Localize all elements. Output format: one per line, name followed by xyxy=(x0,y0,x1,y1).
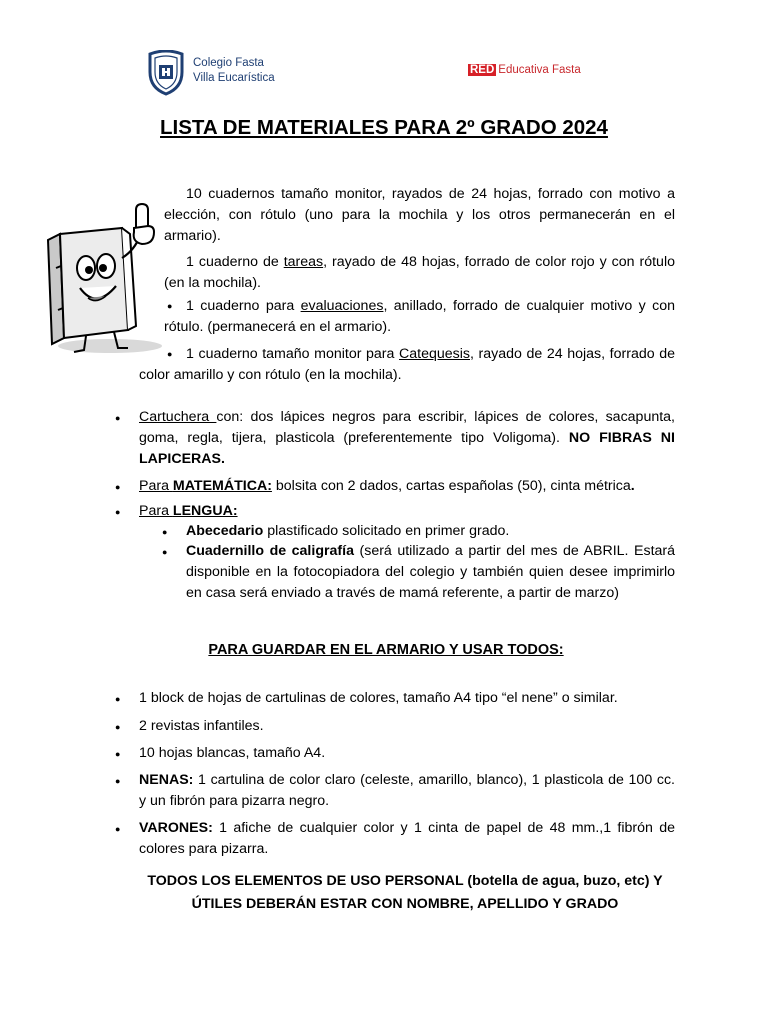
top-item-catequesis: 1 cuaderno tamaño monitor para Catequesis, rayado de 24 hojas, forrado de color amarillo y con rótulo (en la mochila). xyxy=(139,346,675,383)
item-caligrafia: Cuadernillo de caligrafía (será utilizado a partir del mes de ABRIL. Estará disponible en la fotocopiadora del colegio y también quien desee imprimirlo en casa será enviado a través de mamá referente, a partir de marzo) xyxy=(186,543,676,601)
shared-item-varones: VARONES: 1 afiche de cualquier color y 1 cinta de papel de 48 mm.,1 fibrón de colores para pizarra. xyxy=(139,820,675,857)
network-logo-red: RED xyxy=(470,64,495,76)
school-logo xyxy=(144,50,294,96)
network-logo-name: Educativa Fasta xyxy=(498,64,581,76)
item-lengua: Para LENGUA: xyxy=(139,503,238,519)
top-item-cuadernos: 10 cuadernos tamaño monitor, rayados de 24 hojas, forrado con motivo a elección, con rótulo (uno para la mochila y los otros permanecerán en el armario). xyxy=(164,186,675,244)
shared-item-nenas: NENAS: 1 cartulina de color claro (celeste, amarillo, blanco), 1 plasticola de 100 cc. y un fibrón para pizarra negro. xyxy=(139,772,675,809)
shared-item-cartulinas: 1 block de hojas de cartulinas de colores, tamaño A4 tipo “el nene” o similar. xyxy=(139,690,618,706)
shared-item-revistas: 2 revistas infantiles. xyxy=(139,718,264,734)
network-logo xyxy=(468,64,581,76)
bullet: ● xyxy=(115,722,121,732)
bullet: ● xyxy=(162,527,168,537)
bullet: ● xyxy=(115,749,121,759)
bullet: ● xyxy=(162,547,168,557)
item-cartuchera: Cartuchera con: dos lápices negros para escribir, lápices de colores, sacapunta, goma, regla, tijera, plasticola (preferentemente tipo Voligoma). NO FIBRAS NI LAPICERAS. xyxy=(139,409,676,467)
bullet: ● xyxy=(115,776,121,786)
item-matematica: Para MATEMÁTICA: bolsita con 2 dados, cartas españolas (50), cinta métrica. xyxy=(139,478,635,494)
bullet: ● xyxy=(115,413,121,423)
footer-note: TODOS LOS ELEMENTOS DE USO PERSONAL (botella de agua, buzo, etc) Y ÚTILES DEBERÁN ESTAR CON NOMBRE, APELLIDO Y GRADO xyxy=(147,873,663,912)
top-item-evaluaciones: 1 cuaderno para evaluaciones, anillado, forrado de cualquier motivo y con rótulo. (permanecerá en el armario). xyxy=(164,298,675,335)
school-location: Villa Eucarística xyxy=(193,72,275,84)
school-crest-icon xyxy=(144,50,188,96)
shared-item-hojas: 10 hojas blancas, tamaño A4. xyxy=(139,745,326,761)
bullet: ● xyxy=(115,507,121,517)
book-mascot-illustration xyxy=(30,198,162,358)
section-title: PARA GUARDAR EN EL ARMARIO Y USAR TODOS: xyxy=(208,642,564,658)
item-abecedario: Abecedario plastificado solicitado en primer grado. xyxy=(186,523,510,539)
bullet: ● xyxy=(167,301,173,311)
bullet: ● xyxy=(115,694,121,704)
bullet: ● xyxy=(115,824,121,834)
school-name: Colegio Fasta xyxy=(193,57,264,69)
bullet: ● xyxy=(115,482,121,492)
page-title: LISTA DE MATERIALES PARA 2º GRADO 2024 xyxy=(160,116,608,139)
top-item-tareas: 1 cuaderno de tareas, rayado de 48 hojas, forrado de color rojo y con rótulo (en la mochila). xyxy=(164,254,675,291)
bullet: ● xyxy=(167,349,173,359)
